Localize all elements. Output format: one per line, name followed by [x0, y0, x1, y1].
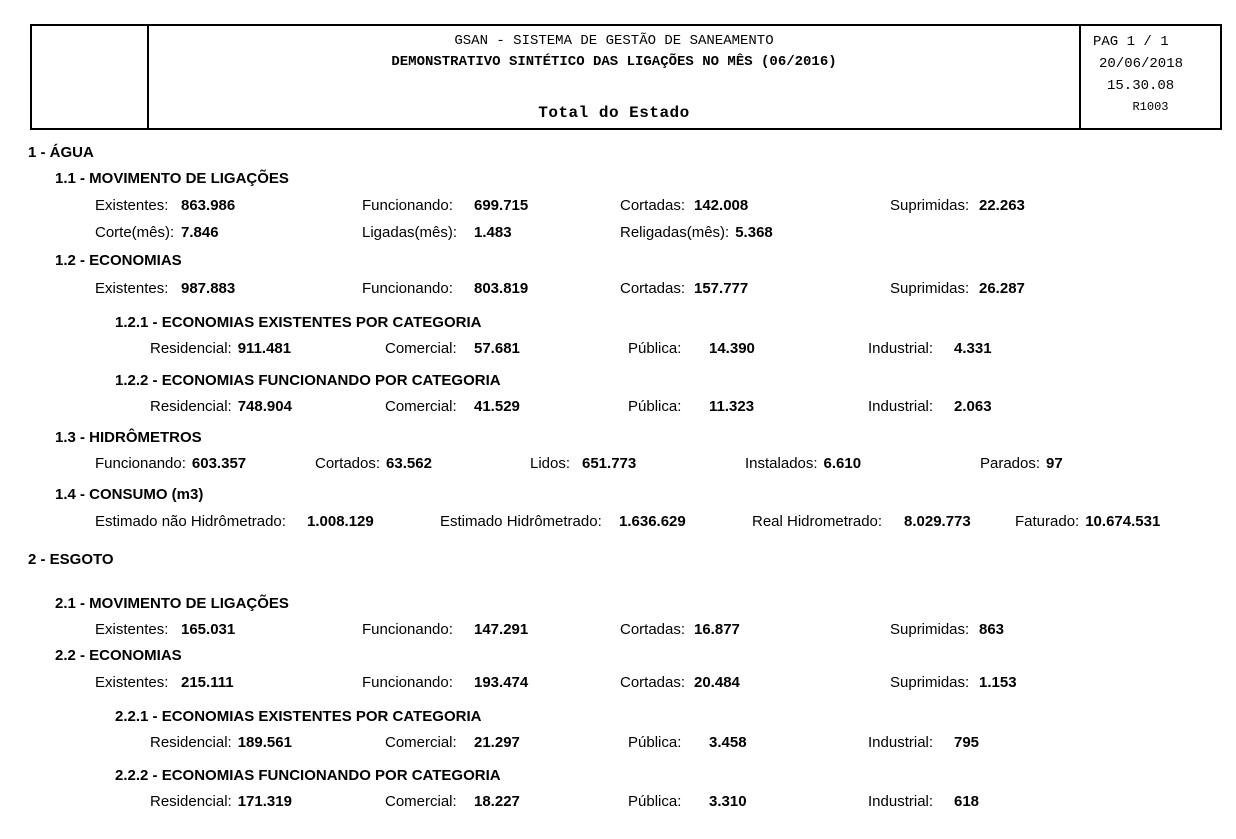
stat-label: Residencial: — [150, 398, 232, 415]
cell-corte-mes — [95, 225, 362, 240]
stat-label: Existentes: — [95, 280, 169, 297]
row-1-1-b — [0, 225, 1236, 240]
stat-label: Pública: — [628, 734, 682, 751]
system-title: GSAN - SISTEMA DE GESTÃO DE SANEAMENTO — [454, 33, 774, 49]
cell-comercial — [385, 399, 628, 414]
cell-lidos — [530, 456, 745, 471]
cell-existentes — [95, 198, 362, 213]
stat-label: Suprimidas: — [890, 674, 970, 691]
stat-value: 863.986 — [181, 197, 236, 214]
stat-value: 10.674.531 — [1085, 513, 1161, 530]
cell-cortadas — [620, 622, 890, 637]
stat-value: 18.227 — [474, 793, 520, 810]
cell-industrial — [868, 399, 1236, 414]
cell-religadas-mes — [620, 225, 890, 240]
stat-label: Residencial: — [150, 340, 232, 357]
cell-cortados — [315, 456, 530, 471]
stat-label: Estimado não Hidrômetrado: — [95, 513, 286, 530]
stat-value: 5.368 — [735, 224, 773, 241]
cell-suprimidas — [890, 198, 1236, 213]
stat-value: 14.390 — [709, 340, 755, 357]
cell-funcionando — [362, 281, 620, 296]
stat-value: 699.715 — [474, 197, 529, 214]
stat-label: Industrial: — [868, 734, 934, 751]
section-esgoto-title: 2 - ESGOTO — [28, 551, 114, 568]
cell-publica — [628, 735, 868, 750]
subsection-2-2-2-title: 2.2.2 - ECONOMIAS FUNCIONANDO POR CATEGORIA — [115, 767, 501, 784]
stat-value: 7.846 — [181, 224, 219, 241]
stat-value: 911.481 — [237, 340, 292, 357]
cell-funcionando — [362, 675, 620, 690]
subsection-2-2-title: 2.2 - ECONOMIAS — [55, 647, 182, 664]
cell-estimado-nao-hidrometrado — [95, 514, 440, 529]
stat-value: 215.111 — [181, 674, 234, 691]
stat-value: 11.323 — [709, 398, 755, 415]
stat-label: Funcionando: — [362, 280, 453, 297]
stat-label: Industrial: — [868, 340, 934, 357]
row-1-2 — [0, 281, 1236, 296]
cell-residencial — [150, 399, 385, 414]
stat-value: 4.331 — [954, 340, 992, 357]
stat-label: Estimado Hidrômetrado: — [440, 513, 602, 530]
cell-funcionando — [362, 622, 620, 637]
cell-residencial — [150, 341, 385, 356]
row-2-2 — [0, 675, 1236, 690]
cell-funcionando — [362, 198, 620, 213]
cell-comercial — [385, 341, 628, 356]
cell-industrial — [868, 341, 1236, 356]
stat-value: 142.008 — [694, 197, 749, 214]
stat-label: Comercial: — [385, 398, 457, 415]
stat-label: Existentes: — [95, 674, 169, 691]
stat-value: 6.610 — [823, 455, 862, 472]
cell-publica — [628, 794, 868, 809]
stat-label: Instalados: — [745, 455, 818, 472]
stat-value: 651.773 — [582, 455, 637, 472]
stat-label: Industrial: — [868, 398, 934, 415]
stat-label: Corte(mês): — [95, 224, 175, 241]
stat-value: 22.263 — [979, 197, 1025, 214]
cell-comercial — [385, 735, 628, 750]
stat-label: Funcionando: — [362, 197, 453, 214]
stat-label: Pública: — [628, 340, 682, 357]
stat-label: Lidos: — [530, 455, 571, 472]
cell-industrial — [868, 735, 1236, 750]
stat-value: 1.008.129 — [307, 513, 374, 530]
cell-comercial — [385, 794, 628, 809]
stat-value: 63.562 — [386, 455, 432, 472]
cell-suprimidas — [890, 622, 1236, 637]
stat-label: Cortadas: — [620, 674, 686, 691]
cell-existentes — [95, 622, 362, 637]
stat-value: 147.291 — [474, 621, 529, 638]
stat-label: Existentes: — [95, 197, 169, 214]
stat-label: Funcionando: — [95, 455, 186, 472]
stat-label: Parados: — [980, 455, 1041, 472]
report-body — [0, 145, 1236, 809]
cell-faturado — [1015, 514, 1236, 529]
stat-value: 16.877 — [694, 621, 740, 638]
header-title-area — [149, 26, 1079, 128]
stat-value: 21.297 — [474, 734, 520, 751]
report-date: 20/06/2018 — [1099, 56, 1184, 72]
stat-value: 157.777 — [694, 280, 749, 297]
cell-parados — [980, 456, 1236, 471]
cell-suprimidas — [890, 281, 1236, 296]
row-1-4 — [0, 514, 1236, 529]
stat-label: Suprimidas: — [890, 280, 970, 297]
stat-value: 165.031 — [181, 621, 236, 638]
stat-value: 8.029.773 — [904, 513, 971, 530]
stat-label: Ligadas(mês): — [362, 224, 458, 241]
stat-value: 26.287 — [979, 280, 1025, 297]
report-code: R1003 — [1132, 100, 1169, 114]
cell-existentes — [95, 675, 362, 690]
stat-value: 3.458 — [709, 734, 747, 751]
stat-value: 1.153 — [979, 674, 1017, 691]
stat-value: 1.636.629 — [619, 513, 686, 530]
row-2-1 — [0, 622, 1236, 637]
row-2-2-1 — [0, 735, 1236, 750]
stat-label: Cortadas: — [620, 621, 686, 638]
subsection-1-3-title: 1.3 - HIDRÔMETROS — [55, 429, 202, 446]
stat-value: 189.561 — [237, 734, 292, 751]
stat-label: Funcionando: — [362, 621, 453, 638]
stat-value: 2.063 — [954, 398, 992, 415]
stat-value: 171.319 — [237, 793, 292, 810]
stat-value: 3.310 — [709, 793, 747, 810]
stat-label: Real Hidrometrado: — [752, 513, 883, 530]
report-time: 15.30.08 — [1107, 78, 1175, 94]
cell-real-hidrometrado — [752, 514, 1015, 529]
stat-label: Comercial: — [385, 734, 457, 751]
stat-label: Funcionando: — [362, 674, 453, 691]
cell-instalados — [745, 456, 980, 471]
subsection-1-4-title: 1.4 - CONSUMO (m3) — [55, 486, 204, 503]
stat-value: 41.529 — [474, 398, 520, 415]
stat-label: Existentes: — [95, 621, 169, 638]
cell-residencial — [150, 794, 385, 809]
cell-publica — [628, 341, 868, 356]
stat-value: 193.474 — [474, 674, 529, 691]
stat-label: Industrial: — [868, 793, 934, 810]
stat-label: Suprimidas: — [890, 621, 970, 638]
cell-publica — [628, 399, 868, 414]
stat-value: 803.819 — [474, 280, 529, 297]
stat-value: 795 — [954, 734, 980, 751]
subsection-1-2-1-title: 1.2.1 - ECONOMIAS EXISTENTES POR CATEGORIA — [115, 314, 482, 331]
subsection-2-1-title: 2.1 - MOVIMENTO DE LIGAÇÕES — [55, 595, 289, 612]
row-2-2-2 — [0, 794, 1236, 809]
stat-label: Comercial: — [385, 793, 457, 810]
stat-label: Residencial: — [150, 793, 232, 810]
cell-cortadas — [620, 675, 890, 690]
page-info-box — [1079, 26, 1220, 128]
stat-label: Religadas(mês): — [620, 224, 730, 241]
report-header — [30, 24, 1222, 130]
stat-label: Pública: — [628, 793, 682, 810]
stat-value: 603.357 — [191, 455, 247, 472]
subsection-1-1-title: 1.1 - MOVIMENTO DE LIGAÇÕES — [55, 170, 289, 187]
stat-value: 987.883 — [181, 280, 236, 297]
report-subtitle: Total do Estado — [538, 104, 690, 122]
stat-label: Comercial: — [385, 340, 457, 357]
stat-label: Faturado: — [1015, 513, 1080, 530]
row-1-2-1 — [0, 341, 1236, 356]
row-1-1-a — [0, 198, 1236, 213]
report-title: DEMONSTRATIVO SINTÉTICO DAS LIGAÇÕES NO MÊS (06/2016) — [391, 54, 837, 70]
section-agua-title: 1 - ÁGUA — [28, 144, 94, 161]
cell-residencial — [150, 735, 385, 750]
stat-value: 20.484 — [694, 674, 740, 691]
stat-value: 748.904 — [237, 398, 292, 415]
row-1-2-2 — [0, 399, 1236, 414]
stat-value: 57.681 — [474, 340, 520, 357]
cell-ligadas-mes — [362, 225, 620, 240]
cell-existentes — [95, 281, 362, 296]
stat-label: Pública: — [628, 398, 682, 415]
stat-value: 1.483 — [474, 224, 512, 241]
cell-cortadas — [620, 198, 890, 213]
page-number: PAG 1 / 1 — [1093, 34, 1169, 50]
cell-cortadas — [620, 281, 890, 296]
stat-value: 97 — [1046, 455, 1063, 472]
row-1-3 — [0, 456, 1236, 471]
stat-label: Cortadas: — [620, 197, 686, 214]
subsection-2-2-1-title: 2.2.1 - ECONOMIAS EXISTENTES POR CATEGORIA — [115, 708, 482, 725]
cell-industrial — [868, 794, 1236, 809]
cell-suprimidas — [890, 675, 1236, 690]
stat-value: 618 — [954, 793, 980, 810]
logo-placeholder — [32, 26, 149, 128]
stat-value: 863 — [979, 621, 1005, 638]
subsection-1-2-title: 1.2 - ECONOMIAS — [55, 252, 182, 269]
stat-label: Residencial: — [150, 734, 232, 751]
stat-label: Cortadas: — [620, 280, 686, 297]
cell-estimado-hidrometrado — [440, 514, 752, 529]
subsection-1-2-2-title: 1.2.2 - ECONOMIAS FUNCIONANDO POR CATEGORIA — [115, 372, 501, 389]
stat-label: Suprimidas: — [890, 197, 970, 214]
cell-funcionando — [95, 456, 315, 471]
stat-label: Cortados: — [315, 455, 381, 472]
